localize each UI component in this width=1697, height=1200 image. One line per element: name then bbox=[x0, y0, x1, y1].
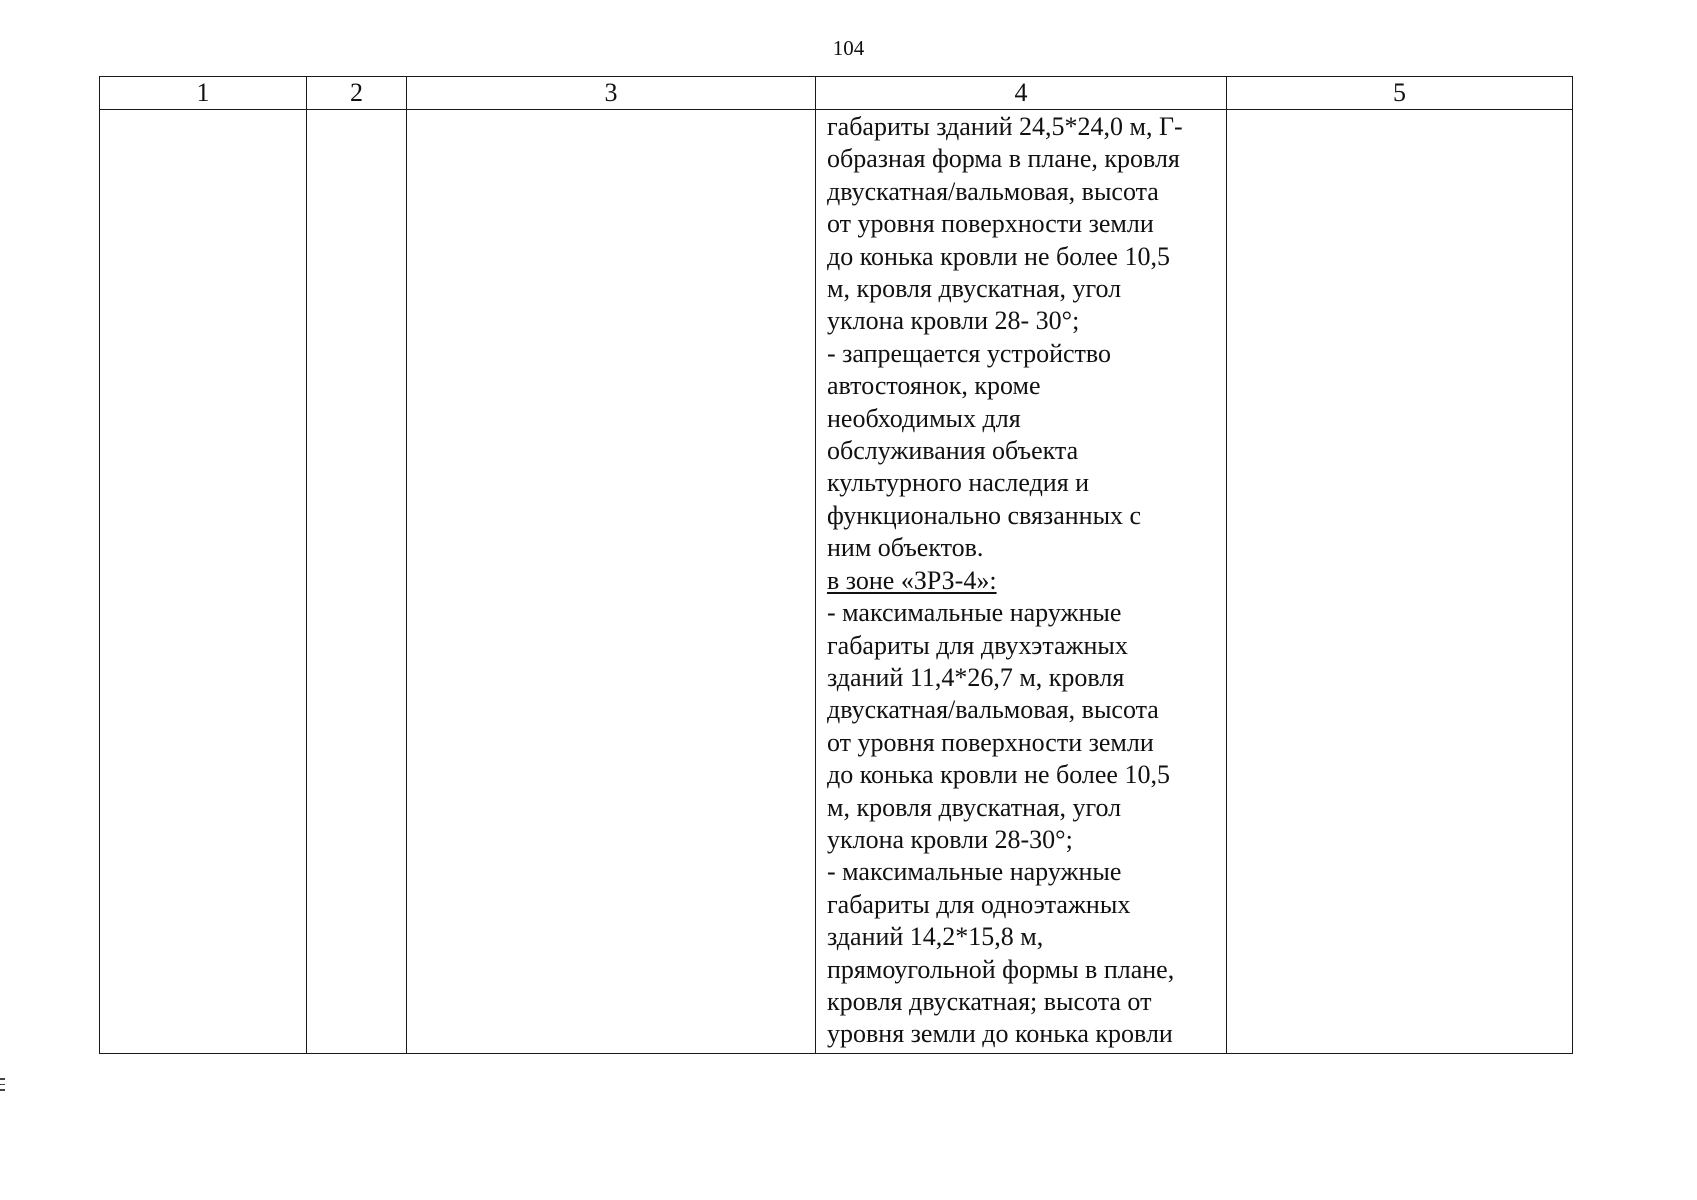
text-line: зданий 14,2*15,8 м, bbox=[827, 922, 1044, 952]
text-line: двускатная/вальмовая, высота bbox=[827, 695, 1159, 725]
text-line: функционально связанных с bbox=[827, 500, 1142, 530]
cell-column-2 bbox=[307, 110, 407, 1054]
text-line: до конька кровли не более 10,5 bbox=[827, 241, 1170, 271]
text-line: необходимых для bbox=[827, 403, 1021, 433]
text-line: габариты для одноэтажных bbox=[827, 889, 1131, 919]
page-number: 104 bbox=[832, 36, 865, 60]
text-line: ним объектов. bbox=[827, 533, 984, 563]
text-line: двускатная/вальмовая, высота bbox=[827, 176, 1159, 206]
text-line: автостоянок, кроме bbox=[827, 371, 1041, 401]
text-line: прямоугольной формы в плане, bbox=[827, 954, 1175, 984]
text-line: габариты для двухэтажных bbox=[827, 630, 1128, 660]
scan-edge-mark bbox=[0, 1078, 5, 1094]
text-line: уклона кровли 28- 30°; bbox=[827, 306, 1080, 336]
text-line: кровля двускатная; высота от bbox=[827, 986, 1152, 1016]
cell-column-4 bbox=[816, 110, 1227, 1054]
text-line: от уровня поверхности земли bbox=[827, 209, 1154, 239]
text-line: культурного наследия и bbox=[827, 468, 1090, 498]
text-line: от уровня поверхности земли bbox=[827, 727, 1154, 757]
cell-column-1 bbox=[100, 110, 307, 1054]
table-header-row bbox=[100, 77, 1573, 110]
text-line: образная форма в плане, кровля bbox=[827, 144, 1180, 174]
text-line: обслуживания объекта bbox=[827, 436, 1079, 466]
text-line: до конька кровли не более 10,5 bbox=[827, 760, 1170, 790]
column-header-3: 3 bbox=[407, 77, 816, 110]
text-line: уклона кровли 28-30°; bbox=[827, 824, 1073, 854]
text-line: м, кровля двускатная, угол bbox=[827, 792, 1122, 822]
text-line: габариты зданий 24,5*24,0 м, Г- bbox=[827, 112, 1183, 141]
cell-column-3 bbox=[407, 110, 816, 1054]
zone-heading: в зоне «ЗРЗ-4»: bbox=[827, 565, 997, 595]
text-line: - максимальные наружные bbox=[827, 598, 1122, 628]
cell-column-5 bbox=[1227, 110, 1573, 1054]
text-line: - максимальные наружные bbox=[827, 857, 1122, 887]
table-row bbox=[100, 110, 1573, 1054]
column-header-2: 2 bbox=[307, 77, 407, 110]
column-header-1: 1 bbox=[100, 77, 307, 110]
text-line: зданий 11,4*26,7 м, кровля bbox=[827, 662, 1125, 692]
column-header-5: 5 bbox=[1227, 77, 1573, 110]
text-line: - запрещается устройство bbox=[827, 338, 1111, 368]
text-line: м, кровля двускатная, угол bbox=[827, 274, 1122, 304]
column-header-4: 4 bbox=[816, 77, 1227, 110]
requirements-text bbox=[816, 110, 1226, 1051]
regulations-table bbox=[99, 76, 1573, 1054]
text-line: уровня земли до конька кровли bbox=[827, 1019, 1173, 1049]
